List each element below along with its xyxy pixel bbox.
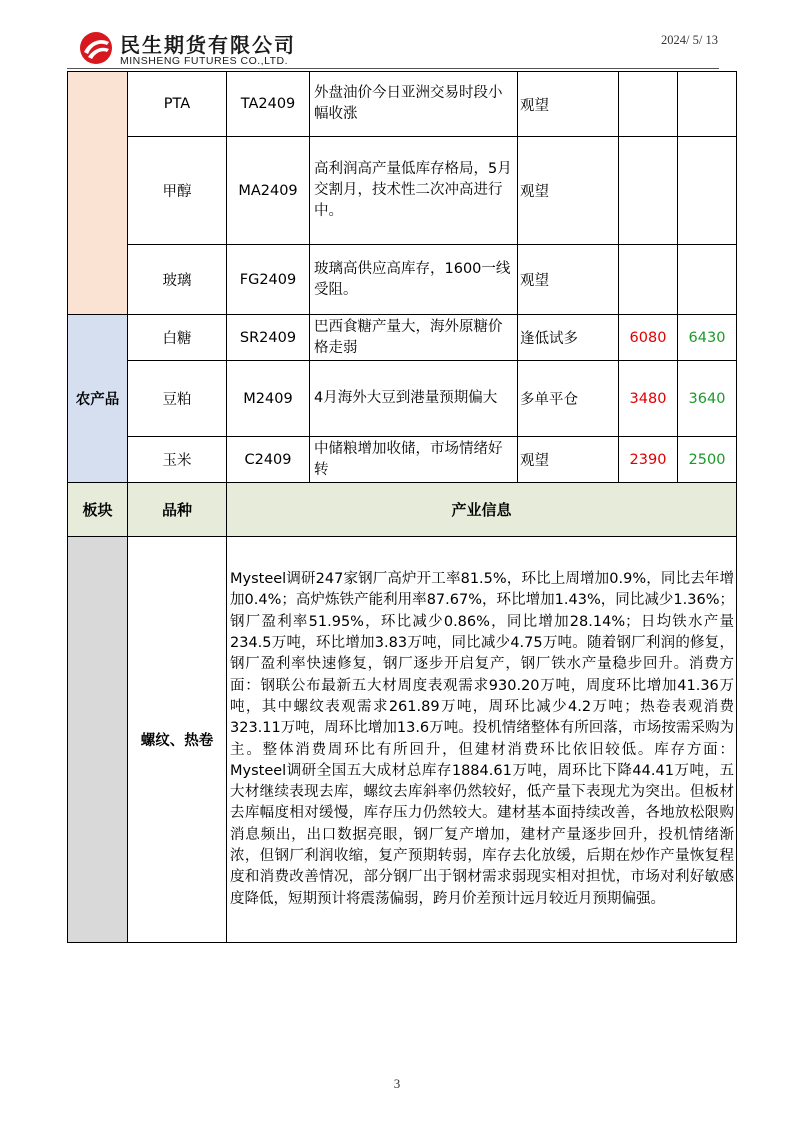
support-price-cell: 3480 xyxy=(619,361,678,437)
variety-cell: PTA xyxy=(128,72,227,137)
resistance-price-cell xyxy=(678,72,737,137)
table-row xyxy=(68,137,737,245)
page-number: 3 xyxy=(393,1076,401,1091)
table-row xyxy=(68,361,737,437)
variety-cell: 白糖 xyxy=(128,315,227,361)
resistance-price-cell: 6430 xyxy=(678,315,737,361)
strategy-cell: 观望 xyxy=(518,245,619,315)
support-price-cell xyxy=(619,137,678,245)
sector-cell-chemical xyxy=(68,72,128,315)
resistance-price-cell: 2500 xyxy=(678,437,737,483)
strategy-cell: 多单平仓 xyxy=(518,361,619,437)
logic-cell: 巴西食糖产量大，海外原糖价格走弱 xyxy=(310,315,518,361)
strategy-table xyxy=(67,71,737,943)
contract-code-cell: TA2409 xyxy=(227,72,310,137)
strategy-cell: 观望 xyxy=(518,137,619,245)
support-price-cell xyxy=(619,72,678,137)
minsheng-logo-icon xyxy=(78,30,114,66)
company-logo xyxy=(78,28,318,70)
table-header-row xyxy=(68,483,737,537)
industry-info-text: Mysteel调研247家钢厂高炉开工率81.5%，环比上周增加0.9%，同比去年增加0.4%；高炉炼铁产能利用率87.67%，环比增加1.43%，同比减少1.36%；钢厂盈利率51.95%，环比减少0.86%，同比增加28.14%；日均铁水产量 234.5万吨，环比增加3.83万吨，同比减少4.75万吨。随着钢厂利润的修复，钢厂盈利率快速修复，钢厂逐步开启复产，钢厂铁水产量稳步回升。消费方面：钢联公布最新五大材周度表观需求930.20万吨，周度环比增加41.36万吨，其中螺纹表观需求261.89万吨，周环比减少4.2万吨；热卷表观消费323.11万吨，周环比增加13.6万吨。投机情绪整体有所回落，市场按需采购为主。整体消费周环比有所回升，但建材消费环比依旧较低。库存方面：Mysteel调研全国五大成材总库存1884.61万吨，周环比下降44.41万吨，五大材继续表现去库，螺纹去库斜率仍然较好，低产量下表现尤为突出。但板材去库幅度相对缓慢，库存压力仍然较大。建材基本面持续改善，各地放松限购消息频出，出口数据亮眼，钢厂复产增加，建材产量逐步回升，投机情绪渐浓，但钢厂利润收缩，复产预期转弱，库存去化放缓，后期在炒作产量恢复程度和消费改善情况，部分钢厂出于钢材需求弱现实相对担忧，市场对利好敏感度降低，短期预计将震荡偏弱，跨月价差预计远月较近月预期偏强。 xyxy=(227,537,737,943)
table-row xyxy=(68,245,737,315)
strategy-cell: 观望 xyxy=(518,437,619,483)
contract-code-cell: SR2409 xyxy=(227,315,310,361)
support-price-cell xyxy=(619,245,678,315)
variety-cell: 豆粕 xyxy=(128,361,227,437)
logic-cell: 4月海外大豆到港量预期偏大 xyxy=(310,361,518,437)
resistance-price-cell: 3640 xyxy=(678,361,737,437)
contract-code-cell: C2409 xyxy=(227,437,310,483)
strategy-cell: 观望 xyxy=(518,72,619,137)
table-row xyxy=(68,537,737,943)
sector-cell-steel xyxy=(68,537,128,943)
header-rule xyxy=(67,68,719,69)
logic-cell: 玻璃高供应高库存，1600一线受阻。 xyxy=(310,245,518,315)
header-variety: 品种 xyxy=(128,483,227,537)
report-date: 2024/ 5/ 13 xyxy=(661,33,718,47)
contract-code-cell: M2409 xyxy=(227,361,310,437)
header-sector: 板块 xyxy=(68,483,128,537)
logic-cell: 外盘油价今日亚洲交易时段小幅收涨 xyxy=(310,72,518,137)
table-row xyxy=(68,437,737,483)
variety-cell-steel: 螺纹、热卷 xyxy=(128,537,227,943)
contract-code-cell: MA2409 xyxy=(227,137,310,245)
contract-code-cell: FG2409 xyxy=(227,245,310,315)
header-industry-info: 产业信息 xyxy=(227,483,737,537)
variety-cell: 玻璃 xyxy=(128,245,227,315)
table-row xyxy=(68,72,737,137)
table-row xyxy=(68,315,737,361)
variety-cell: 甲醇 xyxy=(128,137,227,245)
company-name-en: MINSHENG FUTURES CO.,LTD. xyxy=(120,55,289,67)
support-price-cell: 2390 xyxy=(619,437,678,483)
resistance-price-cell xyxy=(678,245,737,315)
company-name-cn: 民生期货有限公司 xyxy=(120,33,296,57)
logic-cell: 中储粮增加收储，市场情绪好转 xyxy=(310,437,518,483)
strategy-cell: 逢低试多 xyxy=(518,315,619,361)
sector-cell-agriculture: 农产品 xyxy=(68,315,128,483)
support-price-cell: 6080 xyxy=(619,315,678,361)
logic-cell: 高利润高产量低库存格局，5月交割月，技术性二次冲高进行中。 xyxy=(310,137,518,245)
variety-cell: 玉米 xyxy=(128,437,227,483)
resistance-price-cell xyxy=(678,137,737,245)
